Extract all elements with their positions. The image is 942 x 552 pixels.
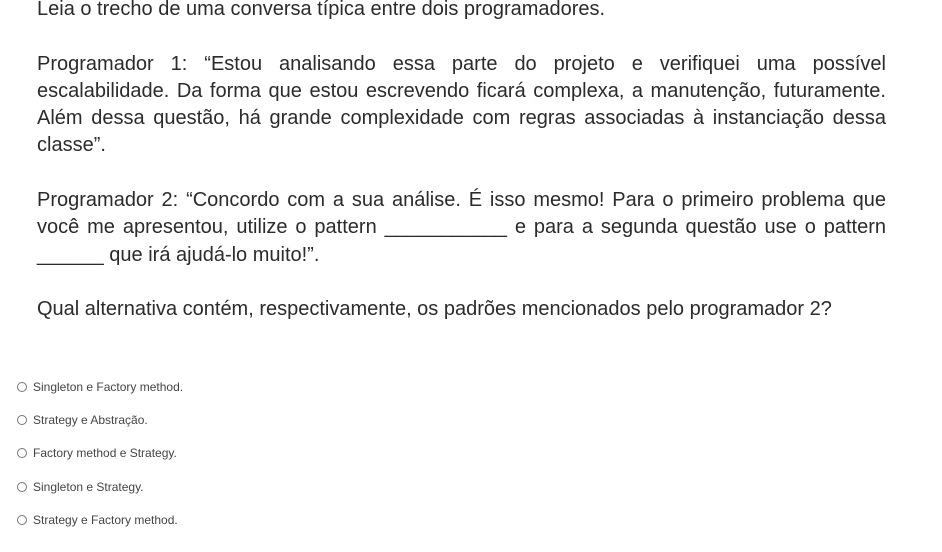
answer-option-c[interactable] (17, 437, 183, 470)
radio-button-a[interactable] (17, 382, 27, 392)
answer-options (17, 370, 183, 537)
answer-option-a[interactable] (17, 370, 183, 403)
question-text (37, 0, 886, 351)
programmer-2-statement: Programador 2: “Concordo com a sua análise. É isso mesmo! Para o primeiro problema que você me apresentou, utilize o pattern ___________ e para a segunda questão use o pattern ______ que irá ajudá-lo muito!”. (37, 189, 886, 266)
answer-option-b[interactable] (17, 403, 183, 436)
answer-option-label[interactable]: Singleton e Strategy. (33, 479, 144, 494)
radio-button-c[interactable] (17, 448, 27, 458)
answer-option-label[interactable]: Factory method e Strategy. (33, 446, 177, 461)
answer-option-e[interactable] (17, 504, 183, 537)
answer-option-label[interactable]: Singleton e Factory method. (33, 379, 184, 394)
answer-option-label[interactable]: Strategy e Factory method. (33, 513, 178, 528)
programmer-1-statement: Programador 1: “Estou analisando essa parte do projeto e verifiquei uma possível escalabilidade. Da forma que estou escrevendo ficará complexa, a manutenção, futuramente. Além dessa questão, há grande complexidade com regras associadas à instanciação dessa classe”. (37, 52, 886, 157)
radio-button-d[interactable] (17, 482, 27, 492)
question-intro: Leia o trecho de uma conversa típica entre dois programadores. (37, 0, 606, 20)
radio-button-e[interactable] (17, 515, 27, 525)
answer-option-d[interactable] (17, 470, 183, 503)
answer-option-label[interactable]: Strategy e Abstração. (33, 413, 148, 428)
radio-button-b[interactable] (17, 415, 27, 425)
question-prompt: Qual alternativa contém, respectivamente, os padrões mencionados pelo programador 2? (37, 298, 832, 321)
